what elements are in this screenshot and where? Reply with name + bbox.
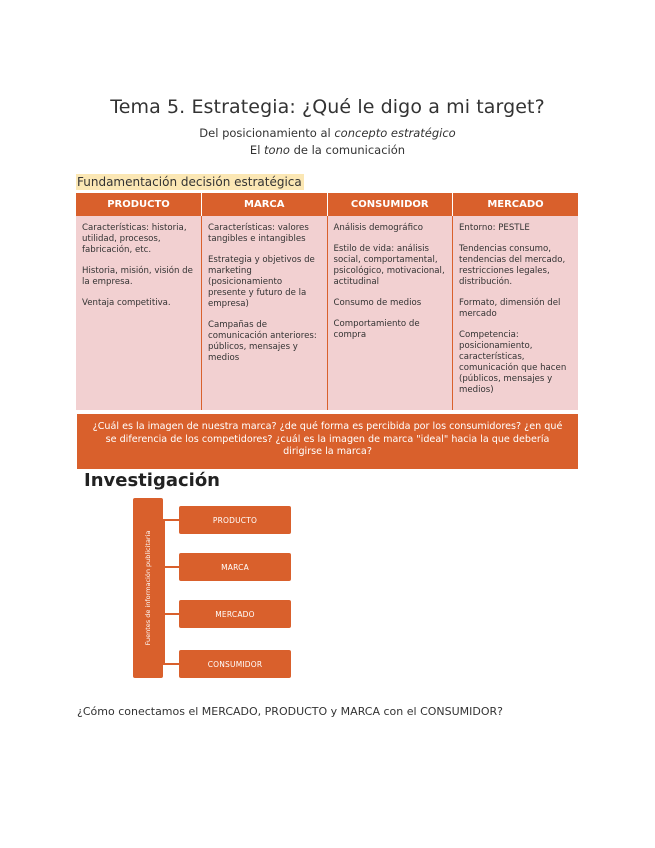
cell-paragraph: Comportamiento de compra (333, 319, 420, 340)
table-header-row (76, 193, 578, 216)
table-cell-marca (202, 216, 328, 410)
subtitle-line-1 (0, 126, 655, 140)
page-title: Tema 5. Estrategia: ¿Qué le digo a mi target? (110, 96, 545, 118)
table-row (76, 216, 578, 410)
cell-paragraph: Características: historia, utilidad, procesos, fabricación, etc. (82, 223, 187, 255)
subtitle-line-2 (0, 143, 655, 157)
diagram-node-producto: PRODUCTO (179, 506, 291, 534)
table-cell-mercado (453, 216, 579, 410)
diagram-node-consumidor: CONSUMIDOR (179, 650, 291, 678)
cell-paragraph: Estilo de vida: análisis social, comportamental, psicológico, motivacional, actitudinal (333, 244, 445, 287)
subtitle-1-text: Del posicionamiento al (199, 126, 335, 140)
table-cell-producto (76, 216, 202, 410)
table-header-cell: MARCA (202, 193, 328, 216)
research-heading: Investigación (84, 470, 220, 491)
cell-paragraph: Historia, misión, visión de la empresa. (82, 266, 193, 287)
cell-paragraph: Tendencias consumo, tendencias del mercado, restricciones legales, distribución. (459, 244, 566, 287)
diagram-node-mercado: MERCADO (179, 600, 291, 628)
table-header-cell: CONSUMIDOR (327, 193, 453, 216)
subtitle-2-text-post: de la comunicación (289, 143, 406, 157)
cell-paragraph: Consumo de medios (333, 298, 422, 308)
subtitle-1-emphasis: concepto estratégico (334, 126, 456, 140)
cell-paragraph: Estrategia y objetivos de marketing (posicionamiento presente y futuro de la empresa) (208, 255, 315, 309)
table-header-cell: MERCADO (453, 193, 579, 216)
cell-paragraph: Competencia: posicionamiento, características, comunicación que hacen (públicos, mensajes y medios) (459, 330, 567, 395)
diagram-root-label: Fuentes de información publicitaria (144, 530, 152, 646)
table-header-cell: PRODUCTO (76, 193, 202, 216)
key-questions-box: ¿Cuál es la imagen de nuestra marca? ¿de qué forma es percibida por los consumidores? ¿en qué se diferencia de los competidores? ¿cuál es la imagen de marca "ideal" hacia la que debería dirigirse la marca? (77, 414, 578, 469)
cell-paragraph: Ventaja competitiva. (82, 298, 171, 308)
cell-paragraph: Características: valores tangibles e intangibles (208, 223, 309, 244)
cell-paragraph: Análisis demográfico (333, 223, 423, 233)
diagram-node-marca: MARCA (179, 553, 291, 581)
table-cell-consumidor (327, 216, 453, 410)
subtitle-2-emphasis: tono (264, 143, 290, 157)
diagram-connector-branch (163, 613, 179, 615)
cell-paragraph: Formato, dimensión del mercado (459, 298, 561, 319)
subtitle-2-text-pre: El (249, 143, 265, 157)
cell-paragraph: Entorno: PESTLE (459, 223, 530, 233)
diagram-connector-vertical (163, 519, 165, 663)
section-label-highlighted: Fundamentación decisión estratégica (77, 175, 302, 189)
cell-paragraph: Campañas de comunicación anteriores: públicos, mensajes y medios (208, 320, 317, 363)
diagram-connector-branch (163, 663, 179, 665)
closing-question: ¿Cómo conectamos el MERCADO, PRODUCTO y MARCA con el CONSUMIDOR? (77, 705, 504, 718)
diagram-connector-branch (163, 519, 179, 521)
strategy-foundation-table (76, 193, 578, 410)
diagram-connector-branch (163, 566, 179, 568)
